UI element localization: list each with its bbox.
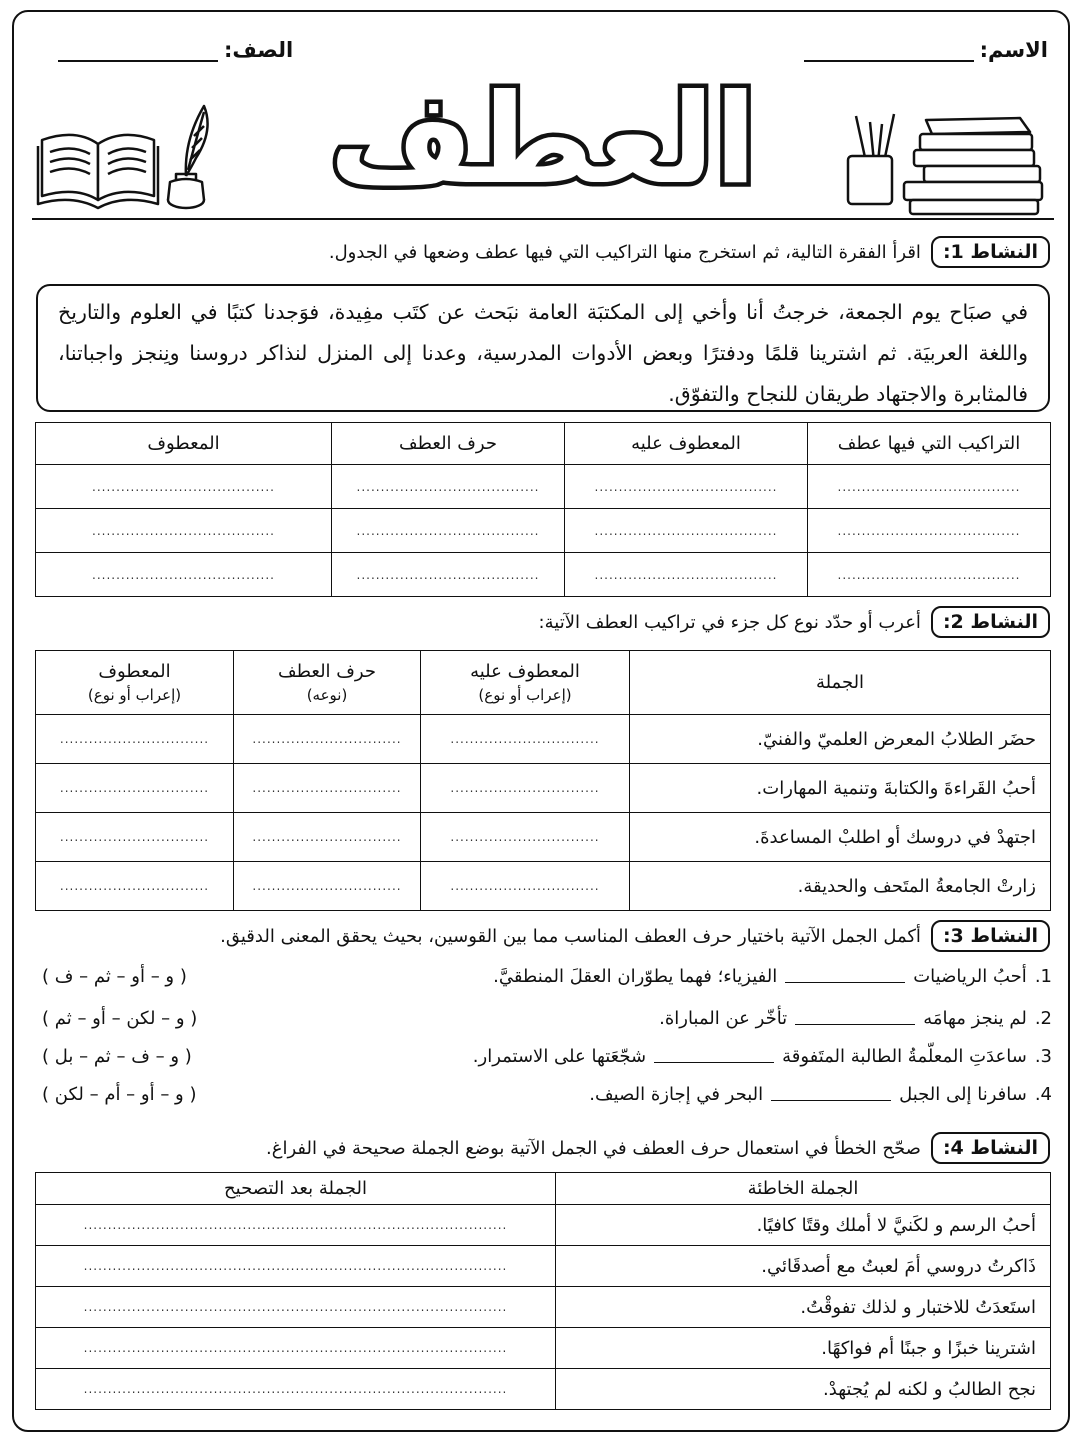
answer-cell[interactable]: ........................................................................................ bbox=[36, 1369, 556, 1410]
activity2-instruction: أعرب أو حدّد نوع كل جزء في تراكيب العطف الآتية: bbox=[538, 611, 921, 633]
activity1-table bbox=[35, 422, 1051, 597]
answer-cell[interactable]: ...................................... bbox=[36, 509, 332, 553]
activity4-instruction: صحّح الخطأ في استعمال حرف العطف في الجمل الآتية بوضع الجملة صحيحة في الفراغ. bbox=[266, 1137, 921, 1159]
answer-cell[interactable]: ...................................... bbox=[565, 465, 808, 509]
answer-cell[interactable]: ...................................... bbox=[808, 553, 1051, 597]
answer-cell[interactable]: ...................................... bbox=[36, 465, 332, 509]
activity4-table bbox=[35, 1172, 1051, 1410]
table-row bbox=[36, 1205, 1051, 1246]
a1-header-conjoined: المعطوف bbox=[36, 423, 332, 465]
book-quill-icon bbox=[36, 100, 216, 215]
a1-header-structures: التراكيب التي فيها عطف bbox=[808, 423, 1051, 465]
table-row bbox=[36, 509, 1051, 553]
answer-cell[interactable]: ...................................... bbox=[332, 509, 565, 553]
table-row bbox=[36, 465, 1051, 509]
a2-header-base: المعطوف عليه (إعراب أو نوع) bbox=[421, 651, 630, 715]
answer-cell[interactable]: ............................... bbox=[234, 715, 421, 764]
answer-cell[interactable]: ............................... bbox=[421, 862, 630, 911]
choices: ( و – لكن – أو – ثم ) bbox=[42, 1008, 198, 1029]
answer-cell[interactable]: ............................... bbox=[36, 764, 234, 813]
activity1-instruction: اقرأ الفقرة التالية، ثم استخرج منها التراكيب التي فيها عطف وضعها في الجدول. bbox=[328, 241, 921, 263]
class-label: الصف: bbox=[224, 38, 294, 62]
wrong-sentence: نجح الطالبُ و لكنه لم يُجتهدْ. bbox=[556, 1369, 1051, 1410]
a4-header-wrong: الجملة الخاطئة bbox=[556, 1173, 1051, 1205]
activity3-item-3: 3. ساعدَتِ المعلّمةُ الطالبة المتَفوقة شجّعَتها على الاستمرار. ( و – ف – ثم – بل ) bbox=[42, 1046, 1052, 1067]
name-label: الاسم: bbox=[979, 38, 1048, 62]
activity3-heading bbox=[220, 920, 1050, 952]
activity4-heading bbox=[266, 1132, 1050, 1164]
answer-cell[interactable]: ...................................... bbox=[36, 553, 332, 597]
activity2-heading bbox=[539, 606, 1050, 638]
books-pencils-icon bbox=[840, 112, 1050, 216]
sentence-cell: حضَر الطلابُ المعرض العلميّ والفنيّ. bbox=[630, 715, 1051, 764]
table-row bbox=[36, 1328, 1051, 1369]
sentence-cell: اجتهدْ في دروسك أو اطلبْ المساعدةَ. bbox=[630, 813, 1051, 862]
name-field bbox=[804, 38, 1048, 62]
wrong-sentence: ذَاكرتُ دروسي أمَ لعبتُ مع أصدقَائي. bbox=[556, 1246, 1051, 1287]
answer-cell[interactable]: ............................... bbox=[421, 715, 630, 764]
sentence-cell: أحبُ القَراءةَ والكتابةَ وتنمية المهارات. bbox=[630, 764, 1051, 813]
answer-cell[interactable]: ........................................................................................ bbox=[36, 1205, 556, 1246]
answer-cell[interactable]: ...................................... bbox=[332, 465, 565, 509]
answer-cell[interactable]: ...................................... bbox=[332, 553, 565, 597]
table-row bbox=[36, 1287, 1051, 1328]
table-row bbox=[36, 553, 1051, 597]
wrong-sentence: اشترينا خبزًا و جبنًا أم فواكهًا. bbox=[556, 1328, 1051, 1369]
activity1-label: النشاط 1: bbox=[931, 236, 1050, 268]
answer-cell[interactable]: ............................... bbox=[36, 813, 234, 862]
activity2-table bbox=[35, 650, 1051, 911]
a4-header-corrected: الجملة بعد التصحيح bbox=[36, 1173, 556, 1205]
table-row bbox=[36, 715, 1051, 764]
answer-cell[interactable]: ........................................................................................ bbox=[36, 1246, 556, 1287]
answer-cell[interactable]: ............................... bbox=[234, 813, 421, 862]
choices: ( و – أو – ثم – ف ) bbox=[42, 966, 187, 987]
choices: ( و – أو – أم – لكن ) bbox=[42, 1084, 197, 1105]
fill-blank[interactable] bbox=[795, 1012, 915, 1025]
table-row bbox=[36, 1369, 1051, 1410]
activity3-label: النشاط 3: bbox=[931, 920, 1050, 952]
name-blank[interactable] bbox=[804, 40, 974, 62]
activity3-item-1: 1. أحبُ الرياضيات الفيزياء؛ فهما يطوّران العقلَ المنطقيَّ. ( و – أو – ثم – ف ) bbox=[42, 966, 1052, 987]
header-divider bbox=[32, 218, 1054, 220]
table-row bbox=[36, 813, 1051, 862]
fill-blank[interactable] bbox=[771, 1088, 891, 1101]
activity3-item-4: 4. سافرنا إلى الجبل البحر في إجازة الصيف. ( و – أو – أم – لكن ) bbox=[42, 1084, 1052, 1105]
answer-cell[interactable]: ........................................................................................ bbox=[36, 1287, 556, 1328]
activity4-label: النشاط 4: bbox=[931, 1132, 1050, 1164]
answer-cell[interactable]: ............................... bbox=[234, 862, 421, 911]
a2-header-sentence: الجملة bbox=[630, 651, 1051, 715]
answer-cell[interactable]: ............................... bbox=[36, 862, 234, 911]
class-blank[interactable] bbox=[58, 40, 218, 62]
page-title: العطف bbox=[329, 68, 757, 210]
answer-cell[interactable]: ...................................... bbox=[808, 509, 1051, 553]
a2-header-conjoined: المعطوف (إعراب أو نوع) bbox=[36, 651, 234, 715]
class-field bbox=[58, 38, 293, 62]
sentence-cell: زارتْ الجامعةُ المتَحف والحديقة. bbox=[630, 862, 1051, 911]
title-banner bbox=[300, 60, 786, 210]
table-row bbox=[36, 862, 1051, 911]
table-row bbox=[36, 764, 1051, 813]
activity3-item-2: 2. لم ينجز مهامَه تأخّر عن المباراة. ( و – لكن – أو – ثم ) bbox=[42, 1008, 1052, 1029]
answer-cell[interactable]: ...................................... bbox=[565, 509, 808, 553]
answer-cell[interactable]: ............................... bbox=[421, 813, 630, 862]
wrong-sentence: أحبُ الرسم و لكَنيَّ لا أملك وقتًا كافيًا. bbox=[556, 1205, 1051, 1246]
answer-cell[interactable]: ...................................... bbox=[565, 553, 808, 597]
fill-blank[interactable] bbox=[654, 1050, 774, 1063]
answer-cell[interactable]: ...................................... bbox=[808, 465, 1051, 509]
choices: ( و – ف – ثم – بل ) bbox=[42, 1046, 192, 1067]
a2-header-conjunction: حرف العطف (نوعه) bbox=[234, 651, 421, 715]
activity1-paragraph: في صبَاح يوم الجمعة، خرجتُ أنا وأخي إلى المكتبَة العامة نبَحث عن كتَب مفِيدة، فوَجدنا كتبًا في العلوم والتاريخ واللغة العربيَة. ثم اشترينا قلمًا ودفترًا وبعض الأدوات المدرسية، وعدنا إلى المنزل لنذاكر دروسنا ونِنجز واجباتنا، فالمثابرة والاجتهاد طريقان للنجاح والتفوّق. bbox=[36, 284, 1050, 412]
wrong-sentence: استَعدَتُ للاختبار و لذلك تفوقْتُ. bbox=[556, 1287, 1051, 1328]
answer-cell[interactable]: ............................... bbox=[421, 764, 630, 813]
answer-cell[interactable]: ............................... bbox=[234, 764, 421, 813]
a1-header-conjunction: حرف العطف bbox=[332, 423, 565, 465]
fill-blank[interactable] bbox=[785, 970, 905, 983]
a1-header-base: المعطوف عليه bbox=[565, 423, 808, 465]
activity2-label: النشاط 2: bbox=[931, 606, 1050, 638]
answer-cell[interactable]: ........................................................................................ bbox=[36, 1328, 556, 1369]
activity3-instruction: أكمل الجمل الآتية باختيار حرف العطف المناسب مما بين القوسين، بحيث يحقق المعنى الدقيق. bbox=[220, 925, 921, 947]
table-row bbox=[36, 1246, 1051, 1287]
answer-cell[interactable]: ............................... bbox=[36, 715, 234, 764]
activity1-heading bbox=[329, 236, 1050, 268]
